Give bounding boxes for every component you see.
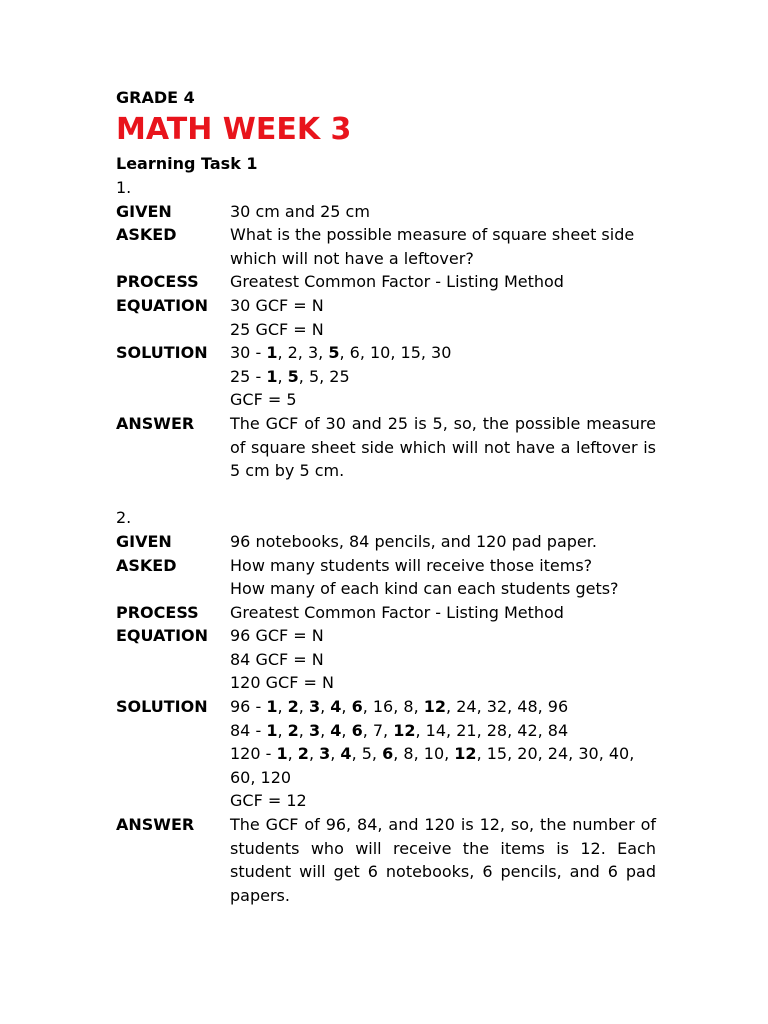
- answer-label: ANSWER: [116, 815, 195, 835]
- page-title: MATH WEEK 3: [116, 112, 352, 147]
- process-label: PROCESS: [116, 272, 199, 292]
- solution-line: 96 - 1, 2, 3, 4, 6, 16, 8, 12, 24, 32, 48, 96: [230, 697, 569, 717]
- answer-row: [116, 412, 656, 483]
- common-factor: 6: [351, 697, 363, 717]
- common-factor: 1: [266, 343, 278, 363]
- common-factor: 2: [297, 744, 309, 764]
- common-factor: 1: [276, 744, 288, 764]
- answer-text: The GCF of 30 and 25 is 5, so, the possible measure of square sheet side which will not have a leftover is 5 cm by 5 cm.: [230, 413, 656, 481]
- solution-text: [230, 695, 656, 813]
- task-heading: Learning Task 1: [116, 154, 258, 173]
- common-factor: 12: [423, 697, 447, 717]
- solution-row: [116, 341, 656, 412]
- asked-line: which will not have a leftover?: [230, 248, 474, 268]
- common-factor: 1: [266, 697, 278, 717]
- common-factor: 6: [382, 744, 394, 764]
- given-text: 30 cm and 25 cm: [230, 201, 370, 221]
- equation-row: [116, 294, 656, 341]
- solution-label: SOLUTION: [116, 343, 208, 363]
- common-factor: 1: [266, 366, 278, 386]
- solution-line: GCF = 5: [230, 390, 297, 410]
- process-label: PROCESS: [116, 602, 199, 622]
- common-factor: 3: [308, 697, 321, 717]
- common-factor: 4: [330, 720, 342, 740]
- solution-line: 60, 120: [230, 767, 292, 787]
- common-factor: 3: [319, 744, 331, 764]
- given-row: [116, 530, 656, 554]
- answer-row: [116, 813, 656, 907]
- asked-row: [116, 554, 656, 601]
- section-spacer: [116, 483, 656, 507]
- given-label: GIVEN: [116, 201, 172, 221]
- asked-row: [116, 223, 656, 270]
- common-factor: 5: [328, 343, 340, 363]
- asked-label: ASKED: [116, 225, 177, 245]
- problem-1: [116, 176, 656, 483]
- given-row: [116, 200, 656, 224]
- answer-label: ANSWER: [116, 413, 195, 433]
- solution-line: 120 - 1, 2, 3, 4, 5, 6, 8, 10, 12, 15, 20, 24, 30, 40,: [230, 744, 635, 764]
- common-factor: 5: [287, 366, 299, 386]
- equation-line: 120 GCF = N: [230, 673, 334, 693]
- common-factor: 12: [393, 720, 416, 740]
- process-text: Greatest Common Factor - Listing Method: [230, 602, 564, 622]
- equation-row: [116, 624, 656, 695]
- equation-line: 30 GCF = N: [230, 295, 324, 315]
- equation-label: EQUATION: [116, 626, 209, 646]
- common-factor: 12: [454, 744, 477, 764]
- solution-line: 30 - 1, 2, 3, 5, 6, 10, 15, 30: [230, 343, 452, 363]
- asked-line: What is the possible measure of square sheet side: [230, 225, 635, 245]
- solution-label: SOLUTION: [116, 697, 208, 717]
- common-factor: 4: [330, 697, 342, 717]
- solution-line: 25 - 1, 5, 5, 25: [230, 366, 350, 386]
- asked-label: ASKED: [116, 555, 177, 575]
- equation-label: EQUATION: [116, 295, 209, 315]
- asked-text: [230, 223, 656, 270]
- equation-line: 96 GCF = N: [230, 626, 324, 646]
- common-factor: 6: [351, 720, 363, 740]
- process-row: [116, 601, 656, 625]
- common-factor: 1: [266, 720, 278, 740]
- equation-line: 25 GCF = N: [230, 319, 324, 339]
- problem-number: 1.: [116, 178, 132, 197]
- problem-number: 2.: [116, 508, 132, 528]
- solution-line: 84 - 1, 2, 3, 4, 6, 7, 12, 14, 21, 28, 42, 84: [230, 720, 569, 740]
- solution-text: [230, 341, 656, 412]
- solution-row: [116, 695, 656, 813]
- equation-line: 84 GCF = N: [230, 649, 324, 669]
- common-factor: 4: [340, 744, 352, 764]
- asked-line: How many of each kind can each students gets?: [230, 579, 619, 599]
- process-text: Greatest Common Factor - Listing Method: [230, 272, 564, 292]
- answer-text: The GCF of 96, 84, and 120 is 12, so, the number of students who will receive the items is 12. Each student will get 6 notebooks, 6 pencils, and 6 pad papers.: [230, 815, 656, 905]
- given-label: GIVEN: [116, 531, 172, 551]
- worksheet: [116, 86, 656, 907]
- process-row: [116, 270, 656, 294]
- equation-text: [230, 624, 656, 695]
- common-factor: 2: [287, 720, 299, 740]
- problem-2: [116, 506, 656, 907]
- common-factor: 2: [287, 697, 299, 717]
- given-text: 96 notebooks, 84 pencils, and 120 pad paper.: [230, 531, 597, 551]
- common-factor: 3: [308, 720, 321, 740]
- asked-line: How many students will receive those items?: [230, 555, 593, 575]
- solution-line: GCF = 12: [230, 791, 307, 811]
- equation-text: [230, 294, 656, 341]
- grade-heading: GRADE 4: [116, 88, 195, 107]
- asked-text: [230, 554, 656, 601]
